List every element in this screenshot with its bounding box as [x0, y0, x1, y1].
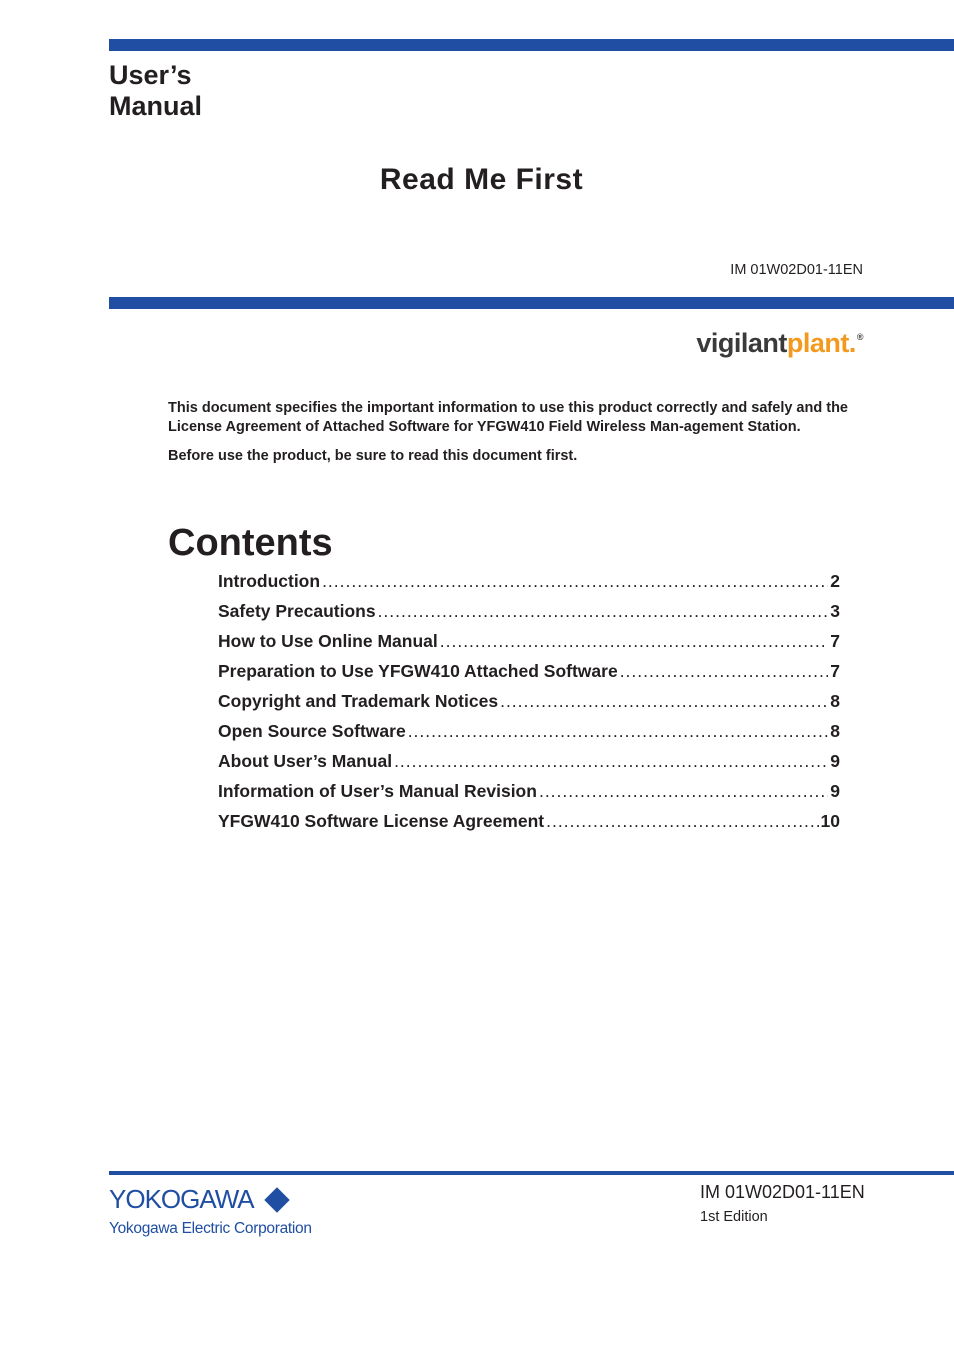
toc-entry-title: Copyright and Trademark Notices	[218, 691, 499, 711]
toc-entry-page: 10	[820, 811, 840, 831]
brand-part1: vigilant	[696, 328, 787, 358]
intro-text	[168, 399, 860, 477]
toc-entry-page: 9	[830, 751, 840, 771]
toc-entry[interactable]	[218, 721, 840, 751]
toc-entry-page: 2	[830, 571, 840, 591]
edition-label: 1st Edition	[700, 1209, 768, 1225]
toc-leader	[408, 721, 829, 742]
registered-mark: ®	[856, 332, 863, 342]
vigilantplant-logo	[696, 328, 863, 359]
toc-entry[interactable]	[218, 631, 840, 661]
toc-leader	[378, 601, 829, 622]
toc-entry[interactable]	[218, 811, 840, 841]
contents-heading: Contents	[168, 522, 333, 564]
toc-leader	[539, 781, 828, 802]
toc-entry-title: Information of User’s Manual Revision	[218, 781, 537, 801]
toc-entry-page: 8	[830, 691, 840, 711]
brand-suffix: .	[848, 328, 856, 358]
toc-entry[interactable]	[218, 601, 840, 631]
toc-leader	[322, 571, 828, 592]
diamond-icon	[264, 1187, 289, 1212]
toc-entry-page: 3	[830, 601, 840, 621]
toc-leader	[546, 811, 818, 832]
footer-rule	[109, 1171, 954, 1175]
toc-entry-title: Open Source Software	[218, 721, 406, 741]
toc-leader	[620, 661, 829, 682]
toc-entry-page: 7	[830, 631, 840, 651]
toc-entry-title: Introduction	[218, 571, 321, 591]
middle-rule	[109, 297, 954, 309]
footer-document-number: IM 01W02D01-11EN	[700, 1182, 865, 1202]
yokogawa-logo	[109, 1184, 286, 1215]
brand-part2: plant	[786, 328, 849, 358]
toc-leader	[394, 751, 828, 772]
document-title: Read Me First	[379, 163, 584, 196]
yokogawa-wordmark: YOKOGAWA	[109, 1184, 254, 1214]
toc-entry-title: YFGW410 Software License Agreement	[218, 811, 545, 831]
toc-entry-page: 9	[830, 781, 840, 801]
toc-entry-page: 7	[830, 661, 840, 681]
table-of-contents	[218, 571, 840, 841]
toc-entry-title: How to Use Online Manual	[218, 631, 438, 651]
document-number: IM 01W02D01-11EN	[730, 262, 863, 278]
intro-paragraph: This document specifies the important information to use this product correctly and safely and the License Agreement of Attached Software for YFGW410 Field Wireless Man-agement Station.	[168, 400, 848, 435]
intro-paragraph: Before use the product, be sure to read this document first.	[168, 448, 578, 464]
toc-entry[interactable]	[218, 571, 840, 601]
top-rule	[109, 39, 954, 51]
toc-leader	[440, 631, 829, 652]
company-name: Yokogawa Electric Corporation	[109, 1220, 312, 1237]
manual-type	[109, 60, 202, 122]
toc-entry[interactable]	[218, 661, 840, 691]
toc-entry[interactable]	[218, 781, 840, 811]
manual-type-line2: Manual	[109, 91, 203, 121]
toc-leader	[500, 691, 828, 712]
manual-type-line1: User’s	[109, 60, 192, 90]
toc-entry[interactable]	[218, 691, 840, 721]
toc-entry-title: About User’s Manual	[218, 751, 393, 771]
toc-entry-page: 8	[830, 721, 840, 741]
toc-entry-title: Preparation to Use YFGW410 Attached Software	[218, 661, 618, 681]
toc-entry[interactable]	[218, 751, 840, 781]
toc-entry-title: Safety Precautions	[218, 601, 376, 621]
